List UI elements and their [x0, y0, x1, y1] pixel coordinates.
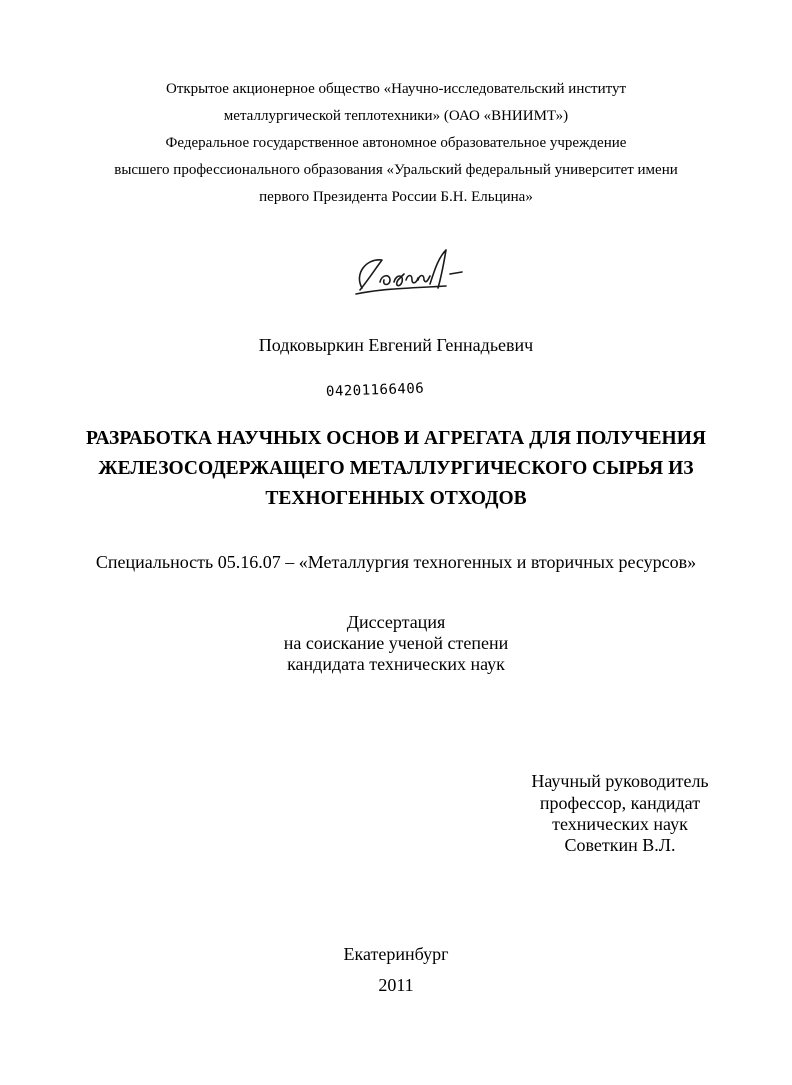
thesis-title-line: ТЕХНОГЕННЫХ ОТХОДОВ — [265, 488, 527, 509]
supervisor-line: технических наук — [552, 814, 688, 834]
institution-line: высшего профессионального образования «Уральский федеральный университет имени — [114, 162, 678, 178]
institution-line: первого Президента России Б.Н. Ельцина» — [259, 189, 533, 205]
city: Екатеринбург — [343, 944, 449, 964]
specialty: Специальность 05.16.07 – «Металлургия техногенных и вторичных ресурсов» — [95, 552, 697, 572]
supervisor-name: Советкин В.Л. — [564, 835, 676, 855]
thesis-title-line: ЖЕЛЕЗОСОДЕРЖАЩЕГО МЕТАЛЛУРГИЧЕСКОГО СЫРЬЯ ИЗ — [98, 458, 694, 479]
author-name: Подковыркин Евгений Геннадьевич — [258, 335, 534, 355]
degree-line: кандидата технических наук — [287, 654, 505, 674]
degree-line: на соискание ученой степени — [283, 633, 509, 653]
registration-number: 04201166406 — [325, 380, 425, 400]
supervisor-line: Научный руководитель — [531, 771, 709, 791]
signature-icon — [346, 244, 476, 300]
institution-line: Открытое акционерное общество «Научно-исследовательский институт — [165, 81, 627, 97]
institution-line: Федеральное государственное автономное образовательное учреждение — [165, 135, 627, 151]
thesis-title-line: РАЗРАБОТКА НАУЧНЫХ ОСНОВ И АГРЕГАТА ДЛЯ ПОЛУЧЕНИЯ — [86, 428, 706, 449]
institution-line: металлургической теплотехники» (ОАО «ВНИИМТ») — [223, 108, 569, 124]
supervisor-line: профессор, кандидат — [539, 793, 701, 813]
degree-line: Диссертация — [346, 612, 446, 632]
year: 2011 — [378, 975, 414, 995]
